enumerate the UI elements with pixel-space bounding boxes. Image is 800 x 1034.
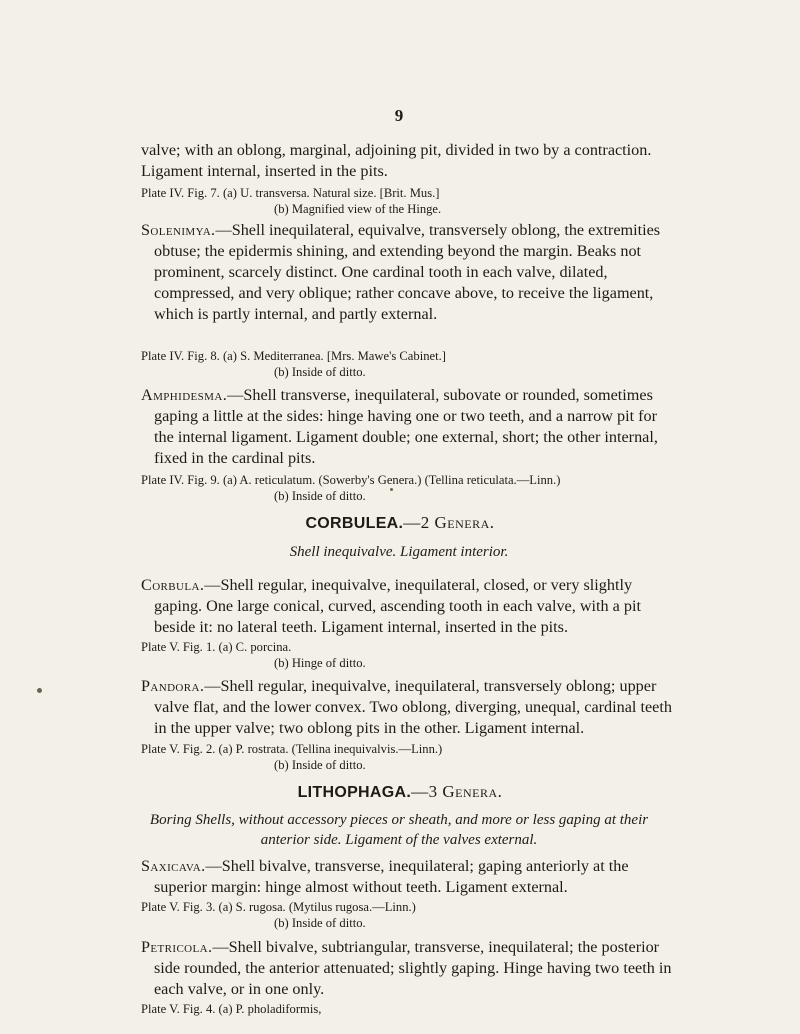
page-number: 9 [394,106,404,125]
genus-description: —Shell bivalve, subtriangular, transverse, inequilateral; the posterior side rounded, the anterior attenuated; slightly gaping. Hinge having two teeth in each valve, or in one only. [154,938,672,998]
plate-caption-main: Plate V. Fig. 1. (a) C. porcina. [141,640,292,654]
plate-caption [141,472,560,504]
plate-caption [141,185,441,217]
genus-entry-pandora [141,676,674,739]
paper-speck [37,688,42,693]
genus-entry-petricola [141,937,674,1000]
plate-caption-sub: (b) Inside of ditto. [274,489,366,503]
plate-caption-main: Plate IV. Fig. 7. (a) U. transversa. Natural size. [Brit. Mus.] [141,186,440,200]
family-heading-lithophaga [0,782,800,802]
plate-caption-sub: (b) Inside of ditto. [274,365,366,379]
genus-entry-solenimya [141,220,674,325]
genus-name: Amphidesma. [141,386,228,404]
paper-speck [390,488,393,491]
genus-entry-corbula [141,575,674,638]
family-name: LITHOPHAGA. [297,784,412,801]
genus-description: —Shell bivalve, transverse, inequilateral; gaping anteriorly at the superior margin: hinge almost without teeth. Ligament external. [154,857,629,896]
plate-caption [141,639,366,671]
plate-caption-sub: (b) Inside of ditto. [274,758,366,772]
genus-name: Saxicava. [141,857,206,875]
plate-caption-main: Plate V. Fig. 3. (a) S. rugosa. (Mytilus rugosa.—Linn.) [141,900,416,914]
family-heading-corbulea [0,513,800,533]
genus-entry-saxicava [141,856,674,898]
plate-caption-main: Plate V. Fig. 4. (a) P. pholadiformis, [141,1002,322,1016]
genus-description: —Shell regular, inequivalve, inequilateral, closed, or very slightly gaping. One large conical, curved, ascending tooth in each valve, with a pit beside it: no lateral teeth. Ligament internal, inserted in the pits. [154,576,641,636]
family-subtitle: Boring Shells, without accessory pieces or sheath, and more or less gaping at their anterior side. Ligament of the valves external. [149,812,649,848]
plate-caption [141,741,442,773]
genus-description: —Shell regular, inequivalve, inequilateral, transversely oblong; upper valve flat, and the lower convex. Two oblong, diverging, unequal, cardinal teeth in the upper valve; two oblong pits in the other. Ligament internal. [154,677,672,737]
genera-count: —3 Genera. [411,782,503,801]
plate-caption-sub: (b) Inside of ditto. [274,916,366,930]
plate-caption-sub: (b) Magnified view of the Hinge. [274,202,442,216]
plate-caption-main: Plate IV. Fig. 9. (a) A. reticulatum. (Sowerby's Genera.) (Tellina reticulata.—Linn.) [141,473,561,487]
genus-description: —Shell inequilateral, equivalve, transversely oblong, the extremities obtuse; the epidermis shining, and extending beyond the margin. Beaks not prominent, scarcely distinct. One cardinal tooth in each valve, dilated, compressed, and very oblique; rather concave above, to receive the ligament, which is partly internal, and partly external. [154,221,661,323]
plate-caption-sub: (b) Hinge of ditto. [274,656,366,670]
family-subtitle: Shell inequivalve. Ligament interior. [289,544,509,560]
genus-description: —Shell transverse, inequilateral, subovate or rounded, sometimes gaping a little at the sides: hinge having one or two teeth, and a narrow pit for the internal ligament. Ligament double; one external, short; the other internal, fixed in the cardinal pits. [154,386,658,467]
genera-count: —2 Genera. [403,513,495,532]
genus-entry-amphidesma [141,385,674,469]
genus-name: Corbula. [141,576,205,594]
paragraph-continuation: valve; with an oblong, marginal, adjoining pit, divided in two by a contraction. Ligament internal, inserted in the pits. [141,141,652,180]
plate-caption [141,1001,321,1017]
plate-caption-main: Plate V. Fig. 2. (a) P. rostrata. (Tellina inequivalvis.—Linn.) [141,742,443,756]
plate-caption [141,348,446,380]
plate-caption [141,899,416,931]
family-name: CORBULEA. [305,515,404,532]
plate-caption-main: Plate IV. Fig. 8. (a) S. Mediterranea. [Mrs. Mawe's Cabinet.] [141,349,446,363]
genus-name: Pandora. [141,677,205,695]
genus-name: Solenimya. [141,221,216,239]
genus-name: Petricola. [141,938,213,956]
